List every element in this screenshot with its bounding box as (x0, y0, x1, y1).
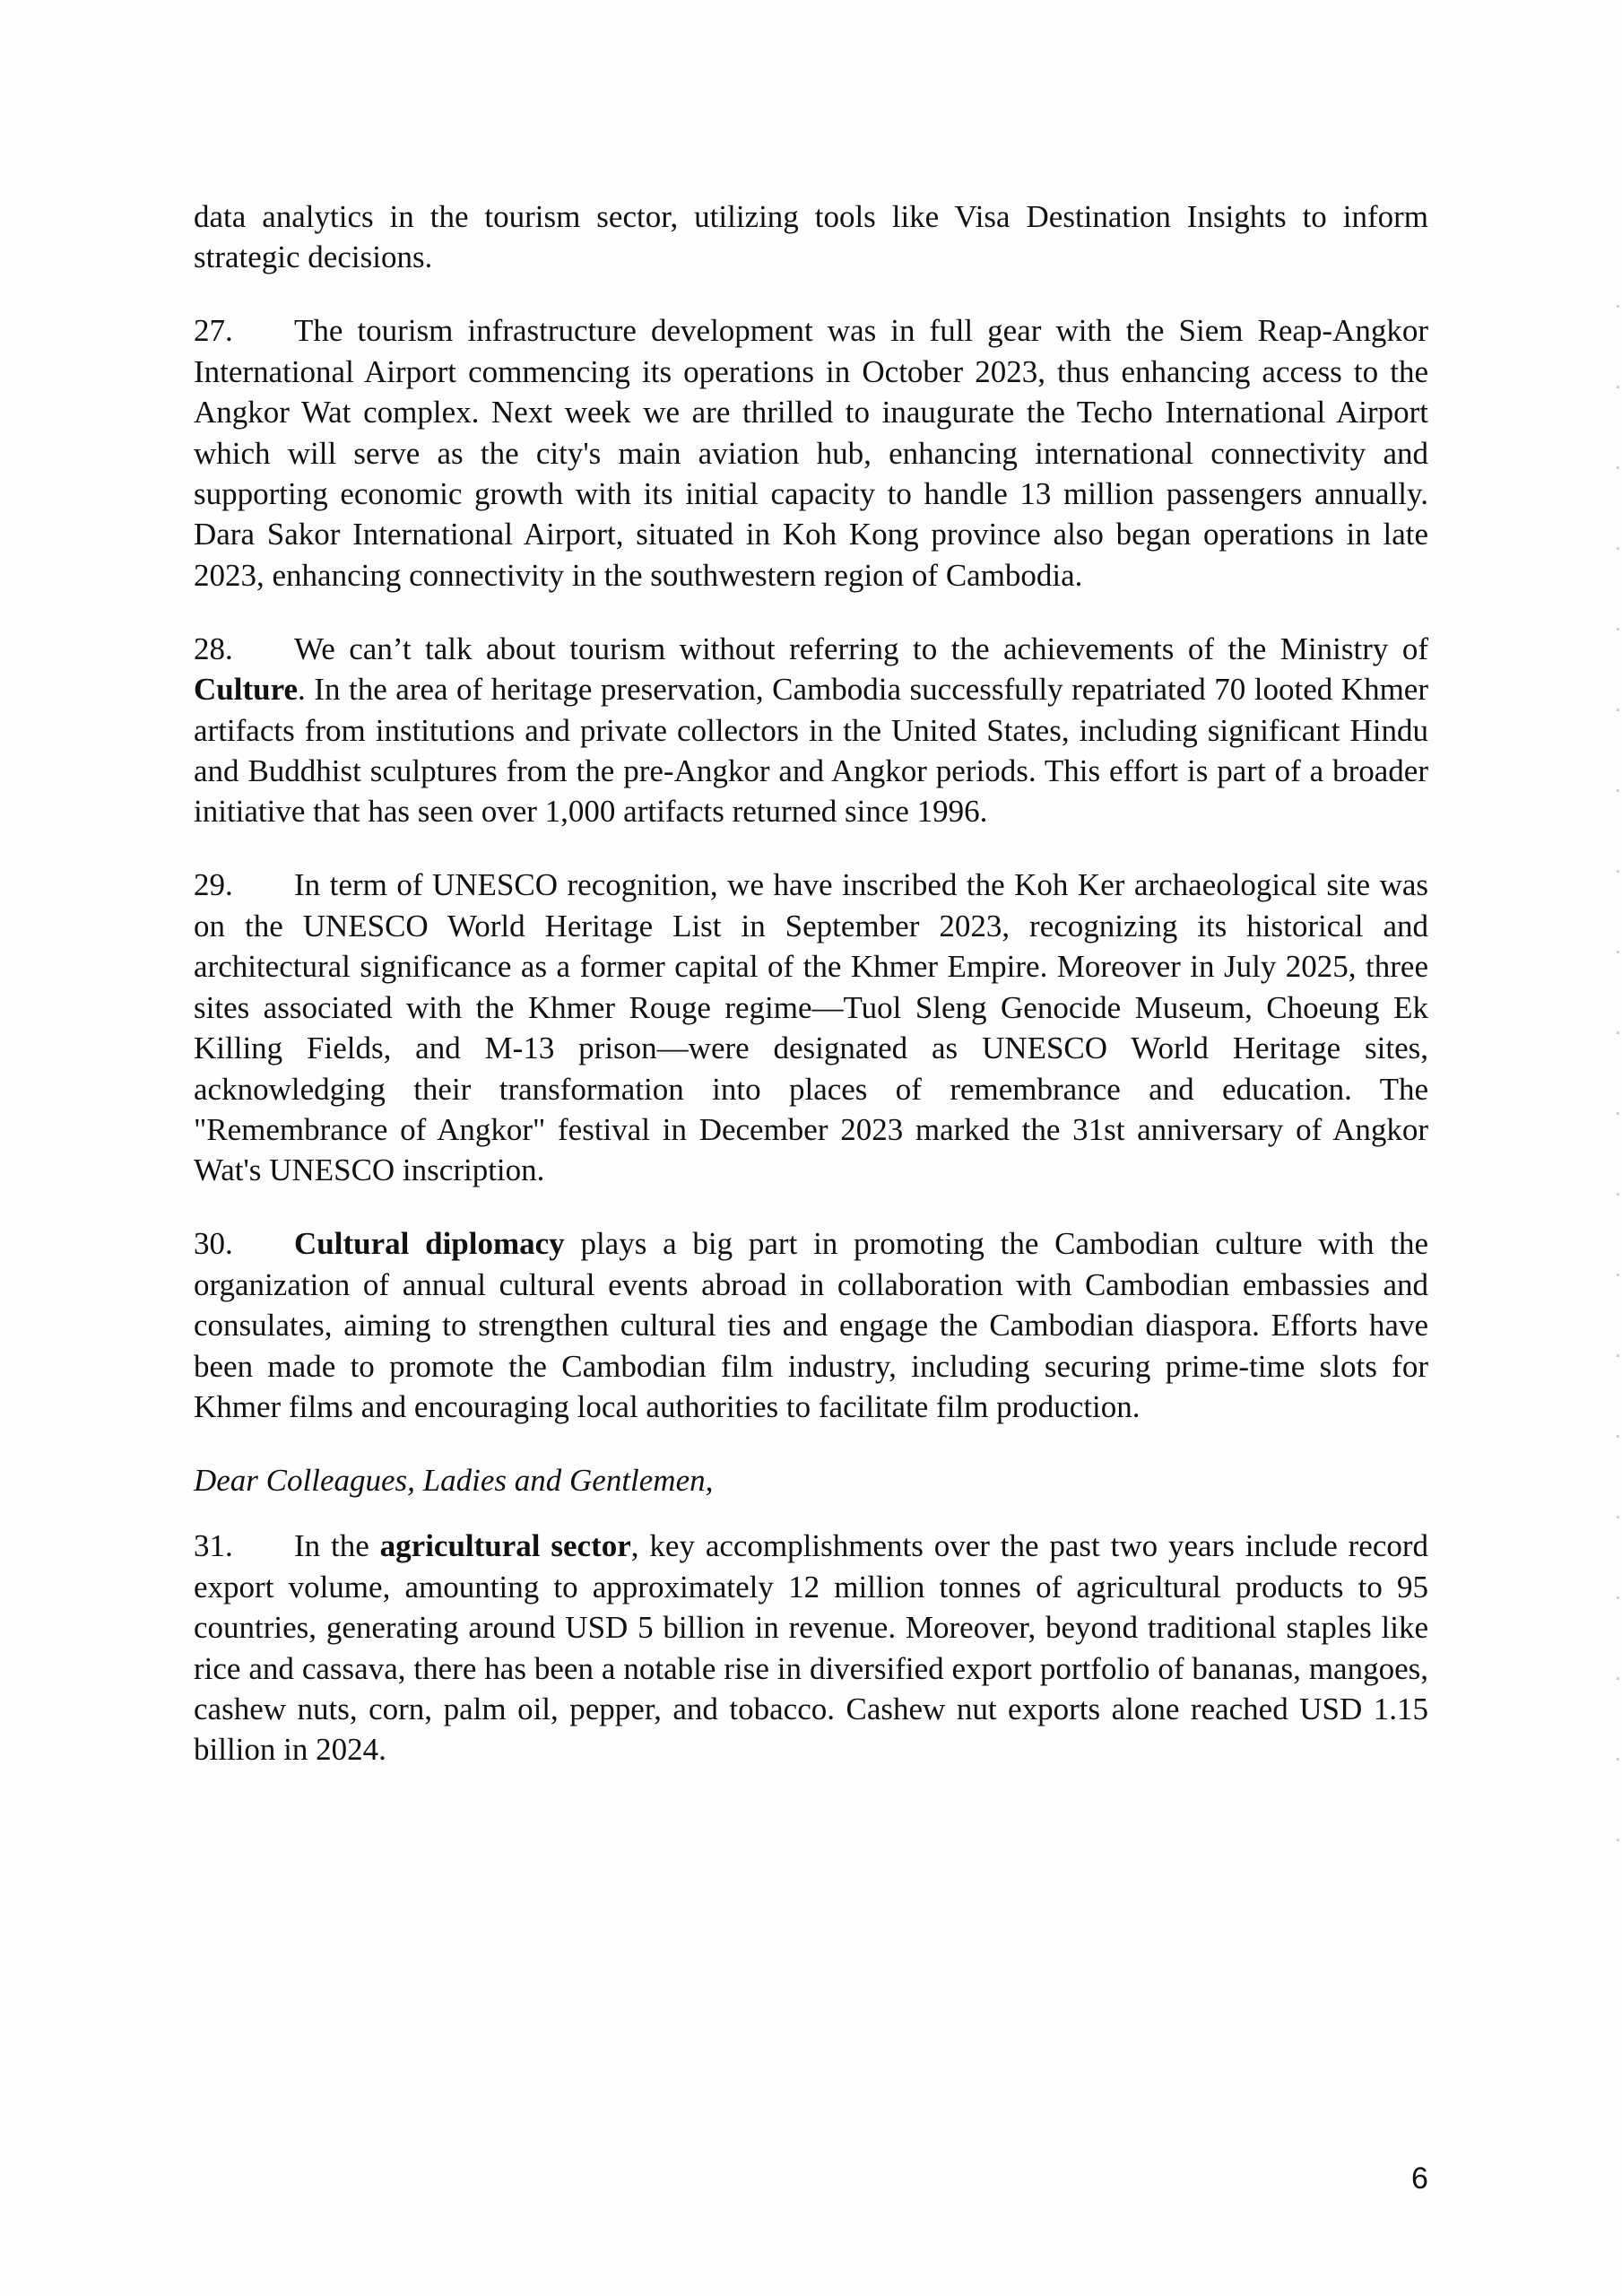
paragraph-text: In term of UNESCO recognition, we have inscribed the Koh Ker archaeological site was on the UNESCO World Heritage List in September 2023, recognizing its historical and architectural significance as a former capital of the Khmer Empire. Moreover in July 2025, three sites associated with the Khmer Rouge regime—Tuol Sleng Genocide Museum, Choeung Ek Killing Fields, and M-13 prison—were designated as UNESCO World Heritage sites, acknowledging their transformation into places of remembrance and education. The "Remembrance of Angkor" festival in December 2023 marked the 31st anniversary of Angkor Wat's UNESCO inscription. (194, 867, 1428, 1188)
body-text (194, 196, 1428, 1803)
paragraph-text: In the (294, 1528, 380, 1564)
numbered-paragraph (194, 629, 1428, 832)
paragraph-number: 28. (194, 631, 233, 666)
paragraph-number: 30. (194, 1226, 233, 1262)
paragraph-text: plays a big part in promoting the Cambodian culture with the organization of annual cultural events abroad in collaboration with Cambodian embassies and consulates, aiming to strengthen cultural ties and engage the Cambodian diaspora. Efforts have been made to promote the Cambodian film industry, including securing prime-time slots for Khmer films and encouraging local authorities to facilitate film production. (194, 1226, 1428, 1424)
paragraph-number: 31. (194, 1528, 233, 1564)
paragraph-number: 27. (194, 313, 233, 349)
page-number: 6 (1411, 2161, 1428, 2196)
emphasized-text: agricultural sector (379, 1528, 631, 1564)
emphasized-text: Culture (194, 672, 299, 708)
paragraph-text: The tourism infrastructure development was in full gear with the Siem Reap-Angkor International Airport commencing its operations in October 2023, thus enhancing access to the Angkor Wat complex. Next week we are thrilled to inaugurate the Techo International Airport which will serve as the city's main aviation hub, enhancing international connectivity and supporting economic growth with its initial capacity to handle 13 million passengers annually. Dara Sakor International Airport, situated in Koh Kong province also began operations in late 2023, enhancing connectivity in the southwestern region of Cambodia. (194, 313, 1428, 593)
numbered-paragraph (194, 865, 1428, 1190)
paragraph-number: 29. (194, 867, 233, 903)
paragraph-text: , key accomplishments over the past two years include record export volume, amounting to approximately 12 million tonnes of agricultural products to 95 countries, generating around USD 5 billion in revenue. Moreover, beyond traditional staples like rice and cassava, there has been a notable rise in diversified export portfolio of bananas, mangoes, cashew nuts, corn, palm oil, pepper, and tobacco. Cashew nut exports alone reached USD 1.15 billion in 2024. (194, 1528, 1429, 1768)
continued-paragraph (194, 196, 1428, 278)
paragraph-text: data analytics in the tourism sector, utilizing tools like Visa Destination Insights to inform strategic decisions. (194, 199, 1428, 275)
scan-edge-artifacts (1617, 269, 1619, 1883)
paragraph-text: . In the area of heritage preservation, Cambodia successfully repatriated 70 looted Khmer artifacts from institutions and private collectors in the United States, including significant Hindu and Buddhist sculptures from the pre-Angkor and Angkor periods. This effort is part of a broader initiative that has seen over 1,000 artifacts returned since 1996. (194, 672, 1428, 830)
numbered-paragraph (194, 1526, 1428, 1770)
paragraph-text: Dear Colleagues, Ladies and Gentlemen, (194, 1462, 714, 1498)
emphasized-text: Cultural diplomacy (294, 1226, 565, 1262)
salutation-line (194, 1460, 1428, 1500)
paragraph-text: We can’t talk about tourism without referring to the achievements of the Ministry of (294, 631, 1428, 666)
numbered-paragraph (194, 1223, 1428, 1427)
numbered-paragraph (194, 310, 1428, 596)
